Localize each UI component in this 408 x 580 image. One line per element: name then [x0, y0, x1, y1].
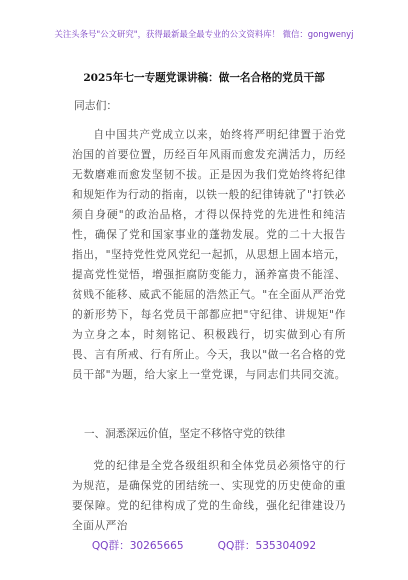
footer-qq-group-1: QQ群：30265665: [91, 540, 184, 552]
footer: [0, 538, 408, 553]
greeting: 同志们：: [74, 99, 118, 112]
section-heading: 一、洞悉深远价值，坚定不移恪守党的铁律: [84, 428, 286, 440]
paragraph-1: 自中国共产党成立以来，始终将严明纪律置于治党治国的首要位置，历经百年风雨而愈发充满活力，历经无数磨难而愈发坚韧不拔。正是因为我们党始终将纪律和规矩作为行动的指南，以铁一般的纪律铸就了"打铁必须自身硬"的政治品格，才得以保持党的先进性和纯洁性，确保了党和国家事业的蓬勃发展。党的二十大报告指出，"坚持党性党风党纪一起抓，从思想上固本培元，提高党性觉悟，增强拒腐防变能力，涵养富贵不能淫、贫贱不能移、威武不能屈的浩然正气。"在全面从严治党的新形势下，每名党员干部都应把"守纪律、讲规矩"作为立身之本，时刻铭记、积极践行，切实做到心有所畏、言有所戒、行有所止。今天，我以"做一名合格的党员干部"为题，给大家上一堂党课，与同志们共同交流。: [72, 128, 346, 381]
paragraph-2: 党的纪律是全党各级组织和全体党员必须恪守的行为规范，是确保党的团结统一、实现党的历史使命的重要保障。党的纪律构成了党的生命线，强化纪律建设乃全面从严治: [72, 459, 346, 532]
footer-qq-group-2: QQ群：535304092: [217, 540, 317, 552]
document-title: 2025年七一专题党课讲稿：做一名合格的党员干部: [83, 72, 325, 84]
promo-header: 关注头条号"公文研究"，获得最新最全最专业的公文资料库！ 微信：gongwenyj: [54, 29, 354, 39]
